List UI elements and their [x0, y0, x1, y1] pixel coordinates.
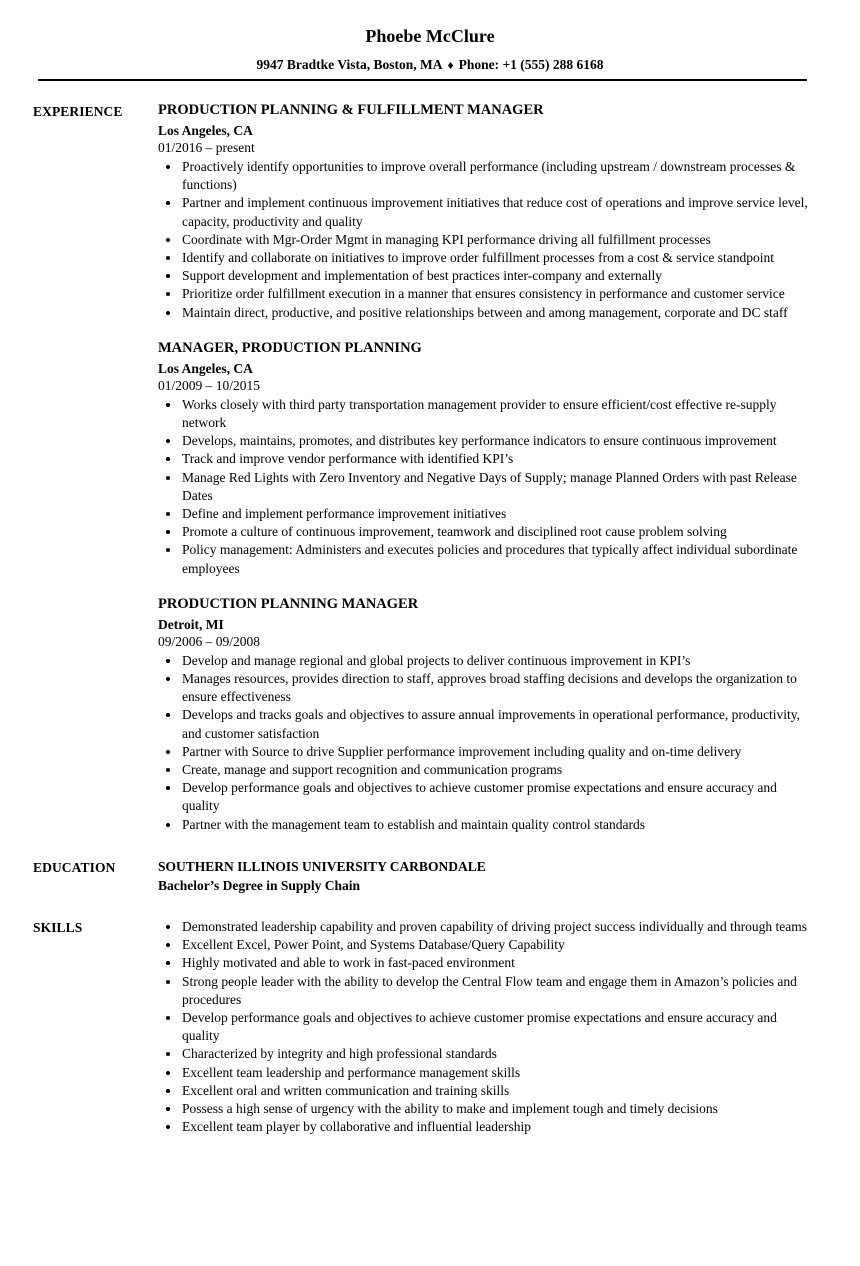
bullet-item: • Define and implement performance improvement initiatives	[181, 505, 814, 523]
bullet-item: • Develops and tracks goals and objectives to assure annual improvements in operational performance, productivity, and customer satisfaction	[181, 706, 814, 742]
section-label-education: EDUCATION	[33, 859, 116, 875]
job-entry-2	[158, 340, 814, 578]
section-label-experience: EXPERIENCE	[33, 104, 123, 119]
bullet-item: • Develops, maintains, promotes, and distributes key performance indicators to ensure continuous improvement	[181, 432, 814, 450]
bullet-item: • Strong people leader with the ability to develop the Central Flow team and engage them in Amazon’s policies and procedures	[181, 973, 814, 1009]
section-experience	[33, 102, 860, 834]
contact-line	[0, 57, 860, 73]
bullet-item: • Policy management: Administers and executes policies and procedures that typically affect individual subordinate employees	[181, 541, 814, 577]
bullet-item: • Possess a high sense of urgency with the ability to make and implement tough and timely decisions	[181, 1100, 814, 1118]
education-degree: Bachelor’s Degree in Supply Chain	[158, 878, 361, 894]
resume-header	[0, 26, 860, 81]
job-location: Los Angeles, CA	[158, 360, 253, 376]
bullet-item: • Excellent team leadership and performance management skills	[181, 1064, 814, 1082]
job-dates: 01/2009 – 10/2015	[158, 377, 261, 393]
job-title: PRODUCTION PLANNING MANAGER	[158, 595, 419, 612]
bullet-item: • Manage Red Lights with Zero Inventory and Negative Days of Supply; manage Planned Orders with past Release Dates	[181, 469, 814, 505]
resume-page	[0, 26, 860, 1136]
bullet-item: • Proactively identify opportunities to improve overall performance (including upstream / downstream processes & functions)	[181, 158, 814, 194]
bullet-item: • Manages resources, provides direction to staff, approves broad staffing decisions and develops the organization to ensure effectiveness	[181, 670, 814, 706]
contact-phone: Phone: +1 (555) 288 6168	[458, 57, 604, 72]
job-location: Detroit, MI	[158, 616, 224, 632]
bullet-item: • Maintain direct, productive, and positive relationships between and among management, corporate and DC staff	[181, 304, 814, 322]
job-title: MANAGER, PRODUCTION PLANNING	[158, 339, 422, 356]
bullet-item: • Develop performance goals and objectives to achieve customer promise expectations and ensure accuracy and quality	[181, 779, 814, 815]
job-entry-3	[158, 596, 814, 834]
job-entry-1	[158, 102, 814, 322]
job-bullet-list	[158, 158, 814, 322]
skills-content	[158, 918, 814, 1136]
bullet-item: • Works closely with third party transportation management provider to ensure efficient/cost effective re-supply network	[181, 396, 814, 432]
bullet-item: • Excellent Excel, Power Point, and Systems Database/Query Capability	[181, 936, 814, 954]
candidate-name: Phoebe McClure	[365, 26, 495, 46]
job-dates: 01/2016 – present	[158, 140, 255, 155]
bullet-item: • Track and improve vendor performance with identified KPI’s	[181, 450, 814, 468]
bullet-item: • Partner with Source to drive Supplier performance improvement including quality and on-time delivery	[181, 743, 814, 761]
bullet-item: • Develop performance goals and objectives to achieve customer promise expectations and ensure accuracy and quality	[181, 1009, 814, 1045]
bullet-item: • Prioritize order fulfillment execution in a manner that ensures consistency in performance and customer service	[181, 285, 814, 303]
skills-bullet-list	[158, 918, 814, 1136]
section-skills	[33, 918, 860, 1136]
bullet-item: • Demonstrated leadership capability and proven capability of driving project success individually and through teams	[181, 918, 814, 936]
bullet-item: • Partner with the management team to establish and maintain quality control standards	[181, 816, 814, 834]
job-bullet-list	[158, 396, 814, 578]
job-location: Los Angeles, CA	[158, 123, 253, 138]
section-label-skills: SKILLS	[33, 919, 83, 935]
education-school: SOUTHERN ILLINOIS UNIVERSITY CARBONDALE	[158, 858, 486, 874]
diamond-icon: ♦	[447, 58, 454, 72]
job-title: PRODUCTION PLANNING & FULFILLMENT MANAGER	[158, 102, 544, 118]
bullet-item: • Excellent oral and written communication and training skills	[181, 1082, 814, 1100]
bullet-item: • Promote a culture of continuous improvement, teamwork and disciplined root cause problem solving	[181, 523, 814, 541]
job-bullet-list	[158, 652, 814, 834]
job-dates: 09/2006 – 09/2008	[158, 633, 261, 649]
bullet-item: • Identify and collaborate on initiatives to improve order fulfillment processes from a cost & service standpoint	[181, 249, 814, 267]
bullet-item: • Support development and implementation of best practices inter-company and externally	[181, 267, 814, 285]
bullet-item: • Develop and manage regional and global projects to deliver continuous improvement in KPI’s	[181, 652, 814, 670]
bullet-item: • Coordinate with Mgr-Order Mgmt in managing KPI performance driving all fulfillment processes	[181, 231, 814, 249]
resume-body	[0, 102, 860, 1136]
bullet-item: • Partner and implement continuous improvement initiatives that reduce cost of operations and improve service level, capacity, productivity and quality	[181, 194, 814, 230]
contact-address: 9947 Bradtke Vista, Boston, MA	[256, 57, 443, 72]
bullet-item: • Highly motivated and able to work in fast-paced environment	[181, 954, 814, 972]
bullet-item: • Create, manage and support recognition and communication programs	[181, 761, 814, 779]
bullet-item: • Characterized by integrity and high professional standards	[181, 1045, 814, 1063]
section-education	[33, 858, 860, 896]
experience-content	[158, 102, 814, 834]
header-divider	[38, 79, 807, 81]
education-content	[158, 858, 814, 896]
bullet-item: • Excellent team player by collaborative and influential leadership	[181, 1118, 814, 1136]
